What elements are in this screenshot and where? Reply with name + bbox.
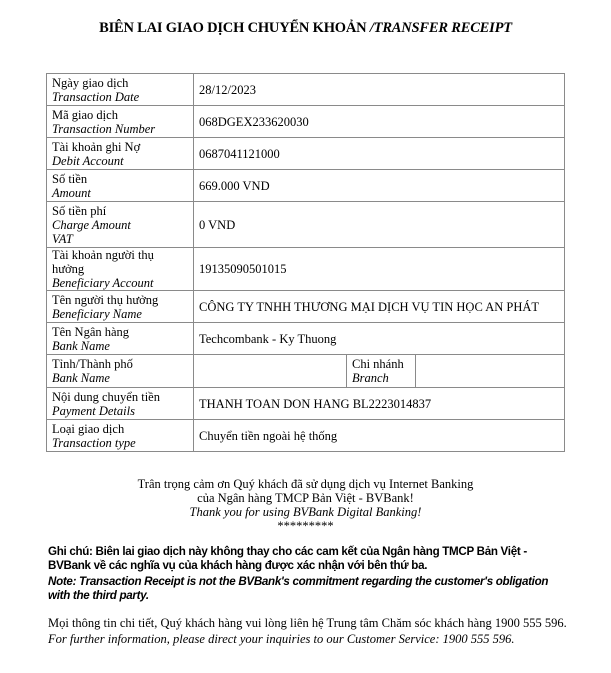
thanks-line-en: Thank you for using BVBank Digital Banking! xyxy=(189,505,422,519)
label-vi: Nội dung chuyển tiền xyxy=(52,389,160,404)
table-row xyxy=(47,248,565,291)
label-en: Debit Account xyxy=(52,153,124,168)
label-en: Transaction Number xyxy=(52,121,156,136)
label-vi: Ngày giao dịch xyxy=(52,75,129,90)
label-cell xyxy=(47,388,194,420)
branch-label xyxy=(347,355,416,387)
amount-value: 669.000 VND xyxy=(194,170,565,202)
label-en-vat: VAT xyxy=(52,231,73,246)
label-en: Payment Details xyxy=(52,403,135,418)
bank-name-value: Techcombank - Ky Thuong xyxy=(194,323,565,355)
receipt-title xyxy=(0,20,611,37)
transaction-date-value: 28/12/2023 xyxy=(194,74,565,106)
transaction-type-value: Chuyển tiền ngoài hệ thống xyxy=(194,420,565,452)
label-cell xyxy=(47,248,194,291)
transaction-number-value: 068DGEX233620030 xyxy=(194,106,565,138)
label-vi: Tỉnh/Thành phố xyxy=(52,357,133,371)
label-en: Bank Name xyxy=(52,338,110,353)
label-cell xyxy=(47,202,194,248)
title-vi: BIÊN LAI GIAO DỊCH CHUYỂN KHOẢN xyxy=(99,20,370,36)
label-cell xyxy=(47,291,194,323)
label-cell xyxy=(47,138,194,170)
table-row xyxy=(47,420,565,452)
contact-en: For further information, please direct your inquiries to our Customer Service: 1900 555 596. xyxy=(48,632,515,646)
receipt-table xyxy=(46,73,565,452)
branch-label-vi: Chi nhánh xyxy=(352,357,404,371)
label-cell xyxy=(47,170,194,202)
table-row xyxy=(47,74,565,106)
table-row xyxy=(47,202,565,248)
contact-info xyxy=(48,615,578,647)
label-en: Amount xyxy=(52,185,91,200)
contact-vi: Mọi thông tin chi tiết, Quý khách hàng vui lòng liên hệ Trung tâm Chăm sóc khách hàng 1900 555 596. xyxy=(48,616,567,630)
label-cell xyxy=(47,323,194,355)
thanks-line-2: của Ngân hàng TMCP Bản Việt - BVBank! xyxy=(197,491,414,505)
label-en: Beneficiary Name xyxy=(52,306,142,321)
beneficiary-name-value: CÔNG TY TNHH THƯƠNG MẠI DỊCH VỤ TIN HỌC AN PHÁT xyxy=(194,291,565,323)
table-row xyxy=(47,388,565,420)
title-en: /TRANSFER RECEIPT xyxy=(369,20,512,36)
label-vi: Tên Ngân hàng xyxy=(52,324,130,339)
label-vi: Số tiền xyxy=(52,171,88,186)
label-en: Bank Name xyxy=(52,371,110,385)
label-cell xyxy=(47,74,194,106)
label-vi: Tài khoản ghi Nợ xyxy=(52,139,141,154)
stars-divider: ********* xyxy=(277,519,334,533)
province-value xyxy=(194,355,347,387)
label-vi: Tên người thụ hưởng xyxy=(52,292,159,307)
label-en: Transaction type xyxy=(52,435,136,450)
branch-value xyxy=(416,355,564,387)
label-cell xyxy=(47,355,194,388)
note-vi: Ghi chú: Biên lai giao dịch này không thay cho các cam kết của Ngân hàng TMCP Bản Việt - BVBank về các nghĩa vụ của khách hàng được xác nhận với bên thứ ba. xyxy=(48,545,527,572)
table-row xyxy=(47,291,565,323)
beneficiary-account-value: 19135090501015 xyxy=(194,248,565,291)
province-branch-cell xyxy=(194,355,565,388)
label-en: Charge Amount xyxy=(52,217,131,232)
table-row xyxy=(47,106,565,138)
label-en: Beneficiary Account xyxy=(52,276,154,290)
note-en: Note: Transaction Receipt is not the BVBank's commitment regarding the customer's obligation with the third party. xyxy=(48,575,549,602)
table-row xyxy=(47,138,565,170)
label-cell xyxy=(47,106,194,138)
branch-label-en: Branch xyxy=(352,371,389,385)
charge-amount-value: 0 VND xyxy=(194,202,565,248)
label-vi: Loại giao dịch xyxy=(52,421,125,436)
payment-details-value: THANH TOAN DON HANG BL2223014837 xyxy=(194,388,565,420)
thank-you-message xyxy=(0,477,611,533)
label-en: Transaction Date xyxy=(52,89,140,104)
disclaimer-note xyxy=(48,545,568,603)
table-row xyxy=(47,170,565,202)
table-row xyxy=(47,323,565,355)
label-cell xyxy=(47,420,194,452)
label-vi: Số tiền phí xyxy=(52,203,107,218)
debit-account-value: 0687041121000 xyxy=(194,138,565,170)
label-vi: Mã giao dịch xyxy=(52,107,118,122)
thanks-line-1: Trân trọng cảm ơn Quý khách đã sử dụng dịch vụ Internet Banking xyxy=(137,477,474,491)
label-vi: Tài khoản người thụ hưởng xyxy=(52,248,154,276)
table-row xyxy=(47,355,565,388)
